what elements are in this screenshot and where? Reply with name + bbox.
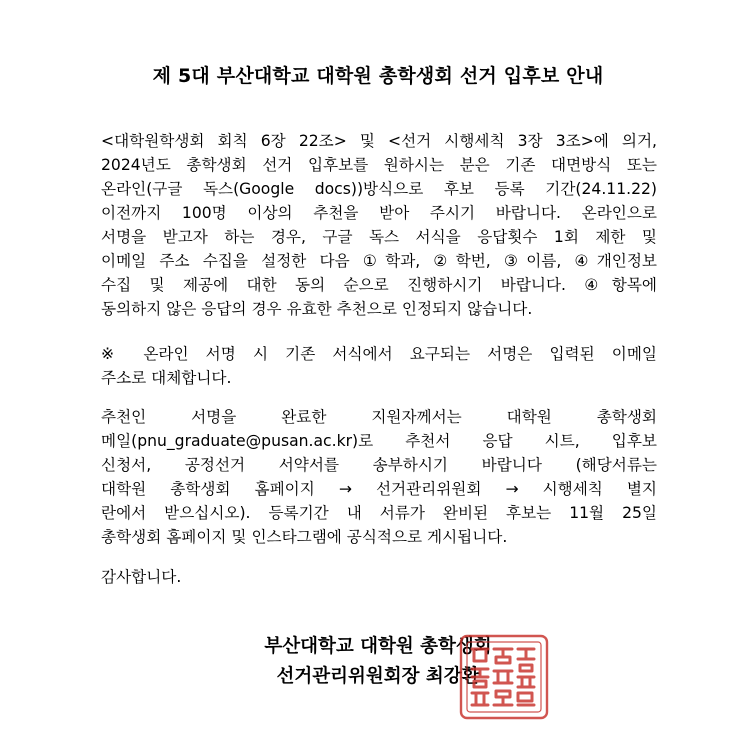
paragraph-line: 서명을 받고자 하는 경우, 구글 독스 서식을 응답횟수 1회 제한 및 — [101, 228, 657, 246]
paragraph-nomination-requirements — [101, 129, 657, 321]
paragraph-line: 2024년도 총학생회 선거 입후보를 원하시는 분은 기존 대면방식 또는 — [101, 156, 657, 174]
paragraph-line: 대학원 총학생회 홈페이지 → 선거관리위원회 → 시행세칙 별지 — [101, 480, 657, 498]
official-seal-stamp — [458, 633, 550, 721]
document-title: 제 5대 부산대학교 대학원 총학생회 선거 입후보 안내 — [152, 65, 604, 87]
paragraph-line: 이전까지 100명 이상의 추천을 받아 주시기 바랍니다. 온라인으로 — [101, 204, 657, 222]
paragraph-line: 수집 및 제공에 대한 동의 순으로 진행하시기 바랍니다. ④항목에 — [101, 276, 657, 294]
paragraph-line: 메일(pnu_graduate@pusan.ac.kr)로 추천서 응답 시트, 입후보 — [101, 432, 657, 450]
paragraph-line: 신청서, 공정선거 서약서를 송부하시기 바랍니다 (해당서류는 — [101, 456, 657, 474]
signature-organization: 부산대학교 대학원 총학생회 — [264, 636, 492, 657]
paragraph-online-signature-note — [101, 342, 657, 390]
signature-chairperson: 선거관리위원회장 최강환 — [276, 666, 480, 687]
paragraph-line: ※ 온라인 서명 시 기존 서식에서 요구되는 서명은 입력된 이메일 — [101, 345, 657, 363]
paragraph-line: 란에서 받으십시오). 등록기간 내 서류가 완비된 후보는 11월 25일 — [101, 504, 657, 522]
paragraph-line: 주소로 대체합니다. — [101, 369, 232, 387]
closing-line: 감사합니다. — [101, 568, 182, 586]
paragraph-line: 이메일 주소 수집을 설정한 다음 ①학과, ②학번, ③이름, ④개인정보 — [101, 252, 657, 270]
paragraph-line: 추천인 서명을 완료한 지원자께서는 대학원 총학생회 — [101, 408, 657, 426]
paragraph-line: 온라인(구글 독스(Google docs))방식으로 후보 등록 기간(24.11.22) — [101, 180, 657, 198]
paragraph-line: 동의하지 않은 응답의 경우 유효한 추천으로 인정되지 않습니다. — [101, 300, 533, 318]
paragraph-line: <대학원학생회 회칙 6장 22조> 및 <선거 시행세칙 3장 3조>에 의거, — [101, 132, 657, 150]
paragraph-submission-instructions — [101, 405, 657, 549]
paragraph-line: 총학생회 홈페이지 및 인스타그램에 공식적으로 게시됩니다. — [101, 528, 508, 546]
closing-text — [101, 565, 657, 589]
